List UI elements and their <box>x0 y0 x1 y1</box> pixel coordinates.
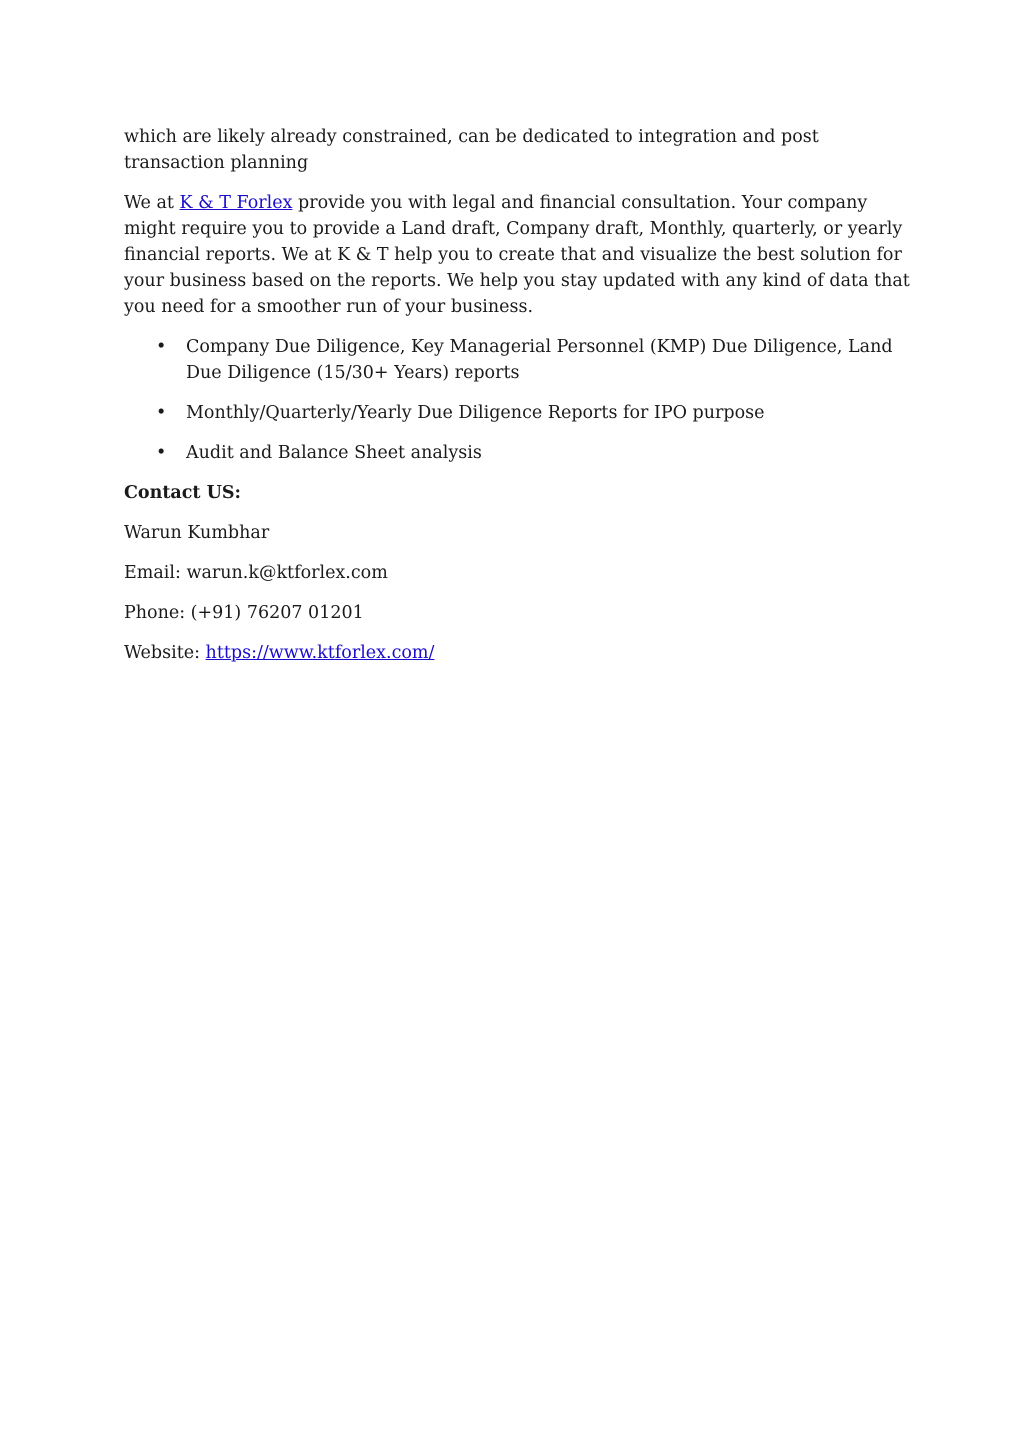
phone-value: (+91) 76207 01201 <box>190 603 364 623</box>
email-label: Email: <box>124 563 187 583</box>
service-item-text: Audit and Balance Sheet analysis <box>186 443 482 463</box>
website-link[interactable]: https://www.ktforlex.com/ <box>205 643 435 663</box>
bullet-icon: • <box>156 337 167 357</box>
list-item <box>156 334 914 386</box>
email-value: warun.k@ktforlex.com <box>186 563 388 583</box>
phone-label: Phone: <box>124 603 191 623</box>
bullet-icon: • <box>156 403 167 423</box>
contact-name: Warun Kumbhar <box>124 523 270 543</box>
website-label: Website: <box>124 643 206 663</box>
list-item <box>156 400 914 426</box>
services-intro-suffix: provide you with legal and financial consultation. Your company might require you to provide a Land draft, Company draft, Monthly, quarterly, or yearly financial reports. We at K & T help you to create that and visualize the best solution for your business based on the reports. We help you stay updated with any kind of data that you need for a smoother run of your business. <box>124 193 910 317</box>
contact-heading: Contact US: <box>124 483 241 503</box>
service-item-text: Company Due Diligence, Key Managerial Personnel (KMP) Due Diligence, Land Due Diligence (15/30+ Years) reports <box>186 337 893 383</box>
contact-email-line <box>124 560 914 586</box>
service-item-text: Monthly/Quarterly/Yearly Due Diligence Reports for IPO purpose <box>186 403 765 423</box>
bullet-icon: • <box>156 443 167 463</box>
contact-phone-line <box>124 600 914 626</box>
services-list <box>124 334 914 466</box>
document-page <box>124 124 914 680</box>
services-intro-paragraph <box>124 190 914 320</box>
kt-forlex-link[interactable]: K & T Forlex <box>179 193 293 213</box>
intro-continuation-paragraph: which are likely already constrained, can be dedicated to integration and post transaction planning <box>124 127 819 173</box>
list-item <box>156 440 914 466</box>
services-intro-prefix: We at <box>124 193 180 213</box>
contact-website-line <box>124 640 914 666</box>
